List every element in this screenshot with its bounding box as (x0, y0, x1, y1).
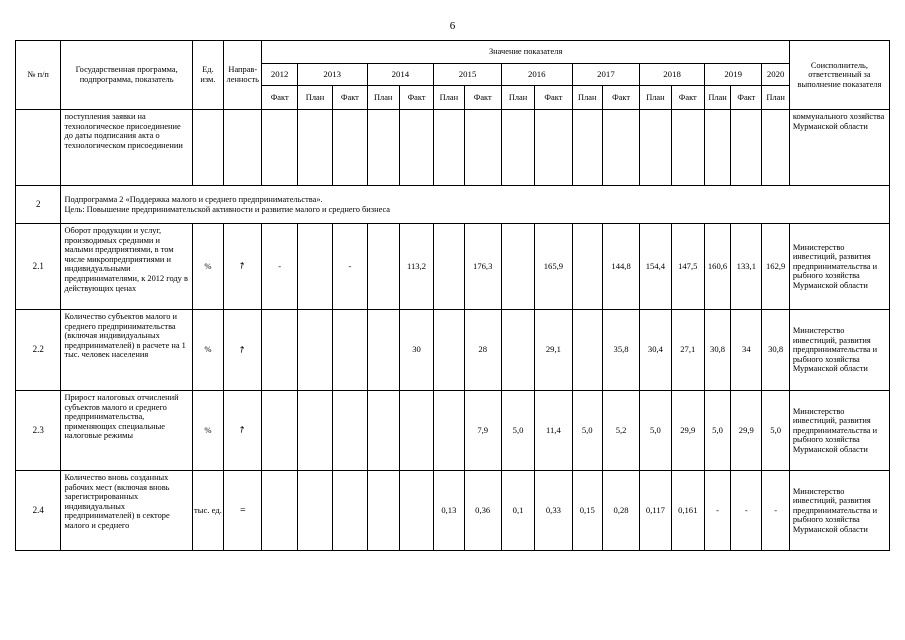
value-cell: 160,6 (704, 224, 730, 310)
value-cell (501, 310, 534, 391)
year-header: 2019 (704, 64, 762, 86)
row-number: 2 (16, 186, 61, 224)
value-cell (367, 471, 399, 551)
value-cell (434, 310, 464, 391)
subprogram-title: Подпрограмма 2 «Поддержка малого и среднего предпринимательства». (64, 194, 323, 204)
header-program: Государственная программа, подпрограмма, показатель (61, 41, 192, 110)
value-cell: 5,0 (762, 391, 789, 471)
value-cell (297, 391, 332, 471)
value-cell: 5,0 (640, 391, 671, 471)
plan-header: План (572, 86, 602, 110)
value-cell: 113,2 (399, 224, 433, 310)
value-cell: 11,4 (535, 391, 572, 471)
arrow-up-right-icon: ↗ (236, 260, 249, 273)
arrow-up-right-icon: ↗ (236, 343, 249, 357)
year-header: 2018 (640, 64, 705, 86)
value-cell: - (333, 224, 367, 310)
fact-header: Факт (262, 86, 297, 110)
value-cell: 5,0 (704, 391, 730, 471)
year-header: 2013 (297, 64, 367, 86)
value-cell: 30,8 (704, 310, 730, 391)
coexecutor: Министерство инвестиций, развития предпринимательства и рыбного хозяйства Мурманской области (789, 471, 889, 551)
value-cell: 165,9 (535, 224, 572, 310)
value-cell: 5,0 (572, 391, 602, 471)
value-cell (367, 224, 399, 310)
value-cell (333, 310, 367, 391)
value-cell: 0,33 (535, 471, 572, 551)
plan-header: План (501, 86, 534, 110)
value-cell: 0,117 (640, 471, 671, 551)
fact-header: Факт (602, 86, 639, 110)
fact-header: Факт (464, 86, 501, 110)
value-cell (367, 310, 399, 391)
value-cell: 30,4 (640, 310, 671, 391)
value-cell: 30,8 (762, 310, 789, 391)
fact-header: Факт (671, 86, 704, 110)
fact-header: Факт (399, 86, 433, 110)
value-cell: - (704, 471, 730, 551)
value-cell: 29,9 (731, 391, 762, 471)
year-header: 2012 (262, 64, 297, 86)
unit: % (192, 224, 223, 310)
value-cell: 144,8 (602, 224, 639, 310)
value-cell (399, 471, 433, 551)
direction-cell (224, 391, 262, 471)
value-cell: 29,1 (535, 310, 572, 391)
value-cell (399, 391, 433, 471)
value-cell: 27,1 (671, 310, 704, 391)
value-cell: 34 (731, 310, 762, 391)
value-cell: 0,28 (602, 471, 639, 551)
row-number: 2.3 (16, 391, 61, 471)
header-unit: Ед. изм. (192, 41, 223, 110)
header-value-title: Значение показателя (262, 41, 789, 64)
value-cell (501, 224, 534, 310)
plan-header: План (297, 86, 332, 110)
value-cell: 154,4 (640, 224, 671, 310)
unit: % (192, 391, 223, 471)
value-cell (297, 310, 332, 391)
value-cell (333, 471, 367, 551)
row-number: 2.2 (16, 310, 61, 391)
value-cell (297, 471, 332, 551)
value-cell (434, 391, 464, 471)
year-header: 2014 (367, 64, 434, 86)
value-cell: 0,13 (434, 471, 464, 551)
row-number: 2.1 (16, 224, 61, 310)
value-cell: 30 (399, 310, 433, 391)
value-cell (262, 310, 297, 391)
year-header: 2015 (434, 64, 502, 86)
table-row (16, 110, 890, 186)
year-header: 2020 (762, 64, 789, 86)
value-cell: 0,15 (572, 471, 602, 551)
value-cell: - (762, 471, 789, 551)
plan-header: План (434, 86, 464, 110)
fact-header: Факт (731, 86, 762, 110)
plan-header: План (704, 86, 730, 110)
direction-cell (224, 224, 262, 310)
fact-header: Факт (535, 86, 572, 110)
direction-cell (224, 310, 262, 391)
value-cell: - (262, 224, 297, 310)
indicator-name: Оборот продукции и услуг, производимых средними и малыми предприятиями, в том числе микропредприятиями и индивидуальными предпринимателями, к 2012 году в действующих ценах (61, 224, 192, 310)
year-header: 2016 (501, 64, 572, 86)
header-num: № п/п (16, 41, 61, 110)
row-number: 2.4 (16, 471, 61, 551)
plan-header: План (367, 86, 399, 110)
coexecutor: Министерство инвестиций, развития предпринимательства и рыбного хозяйства Мурманской области (789, 224, 889, 310)
plan-header: План (762, 86, 789, 110)
value-cell: 162,9 (762, 224, 789, 310)
value-cell: 147,5 (671, 224, 704, 310)
value-cell: 35,8 (602, 310, 639, 391)
fact-header: Факт (333, 86, 367, 110)
indicator-name: Прирост налоговых отчислений субъектов малого и среднего предпринимательства, применяющих специальные налоговые режимы (61, 391, 192, 471)
value-cell: 5,2 (602, 391, 639, 471)
value-cell (572, 310, 602, 391)
indicator-name: Количество вновь созданных рабочих мест (включая вновь зарегистрированных индивидуальных предпринимателей) в секторе малого и среднего (61, 471, 192, 551)
direction-cell: = (224, 471, 262, 551)
table-row (16, 391, 890, 471)
unit: % (192, 310, 223, 391)
arrow-up-right-icon: ↗ (236, 424, 249, 437)
year-header: 2017 (572, 64, 640, 86)
table-row (16, 471, 890, 551)
value-cell (572, 224, 602, 310)
table-row (16, 310, 890, 391)
value-cell (262, 391, 297, 471)
header-coexecutor: Соисполнитель, ответственный за выполнение показателя (789, 41, 889, 110)
table-row (16, 224, 890, 310)
value-cell: - (731, 471, 762, 551)
page-number: 6 (449, 20, 456, 32)
coexecutor: Министерство инвестиций, развития предпринимательства и рыбного хозяйства Мурманской области (789, 310, 889, 391)
coexecutor: Министерство инвестиций, развития предпринимательства и рыбного хозяйства Мурманской области (789, 391, 889, 471)
value-cell: 28 (464, 310, 501, 391)
value-cell: 133,1 (731, 224, 762, 310)
coexecutor: коммунального хозяйства Мурманской области (789, 110, 889, 186)
value-cell (367, 391, 399, 471)
value-cell: 176,3 (464, 224, 501, 310)
value-cell (434, 224, 464, 310)
subprogram-goal: Цель: Повышение предпринимательской активности и развитие малого и среднего бизнеса (64, 204, 391, 214)
unit: тыс. ед. (192, 471, 223, 551)
value-cell: 0,36 (464, 471, 501, 551)
header-direction: Направ-ленность (224, 41, 262, 110)
value-cell: 5,0 (501, 391, 534, 471)
value-cell (262, 471, 297, 551)
subprogram-row (16, 186, 890, 224)
value-cell (297, 224, 332, 310)
value-cell: 0,1 (501, 471, 534, 551)
value-cell: 29,9 (671, 391, 704, 471)
value-cell: 0,161 (671, 471, 704, 551)
value-cell: 7,9 (464, 391, 501, 471)
subprogram-title-cell (61, 186, 890, 224)
value-cell (333, 391, 367, 471)
indicator-name: Количество субъектов малого и среднего предпринимательства (включая индивидуальных предпринимателей) в расчете на 1 тыс. человек населения (61, 310, 192, 391)
indicator-table (15, 40, 890, 551)
indicator-name: поступления заявки на технологическое присоединение до даты подписания акта о технологическом присоединении (61, 110, 192, 186)
plan-header: План (640, 86, 671, 110)
